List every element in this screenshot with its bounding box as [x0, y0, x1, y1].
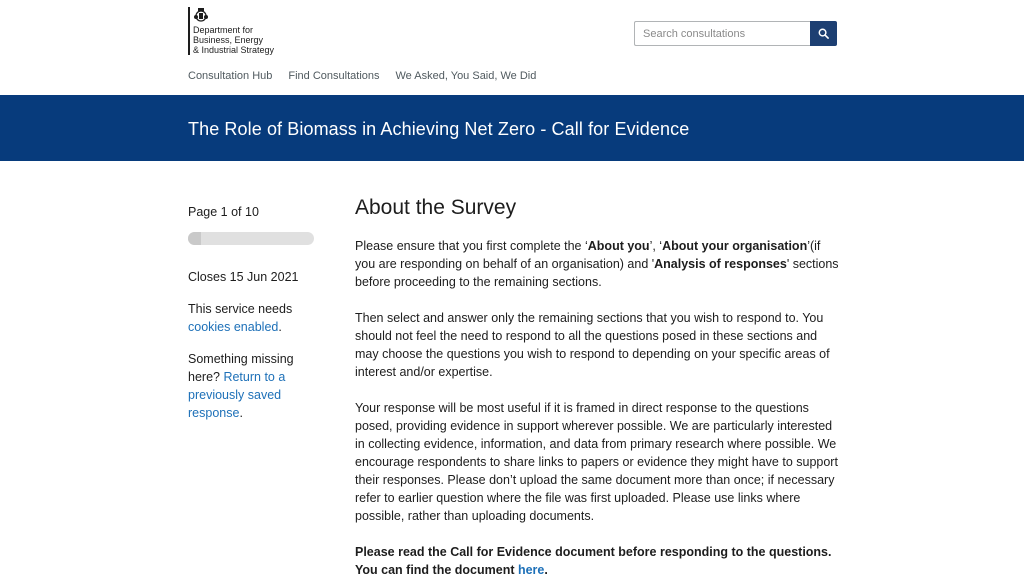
- section-heading: About the Survey: [355, 196, 517, 219]
- cookies-note: [188, 300, 318, 336]
- cookies-period: .: [278, 320, 282, 334]
- nav-we-asked-you-said[interactable]: We Asked, You Said, We Did: [395, 70, 537, 82]
- progress-fill: [188, 232, 201, 245]
- nav-find-consultations[interactable]: Find Consultations: [288, 70, 380, 82]
- page-count: Page 1 of 10: [188, 205, 259, 219]
- progress-bar: [188, 232, 314, 245]
- site-header: [0, 0, 1024, 95]
- missing-note: [188, 350, 318, 422]
- missing-text: Something missing here?: [188, 352, 294, 384]
- main-nav: [188, 70, 536, 82]
- intro-paragraph: Please ensure that you first complete the ‘About you’, ‘About your organisation’(if you are responding on behalf of an organisation) and 'Analysis of responses' sections before proceeding to the remaining sections.: [355, 239, 839, 289]
- nav-consultation-hub[interactable]: Consultation Hub: [188, 70, 273, 82]
- closing-date: Closes 15 Jun 2021: [188, 270, 299, 284]
- bei-logo[interactable]: [188, 7, 274, 55]
- missing-period: .: [239, 406, 243, 420]
- org-name: Department for Business, Energy & Industrial Strategy: [193, 25, 275, 55]
- sections-paragraph: Then select and answer only the remaining sections that you wish to respond to. You should not feel the need to respond to all the questions posed in these sections and may choose the questions you wish to respond to depending on your specific areas of interest and/or expertise.: [355, 311, 830, 379]
- read-document-paragraph: Please read the Call for Evidence document before responding to the questions. You can find the document here.: [355, 545, 832, 577]
- search-bar: [634, 21, 837, 46]
- sidebar: [188, 200, 318, 422]
- page-title: The Role of Biomass in Achieving Net Zero - Call for Evidence: [188, 119, 690, 139]
- search-icon: [818, 28, 829, 39]
- title-banner: [0, 95, 1024, 161]
- evidence-paragraph: Your response will be most useful if it is framed in direct response to the questions posed, providing evidence in support wherever possible. We are particularly interested in collecting evidence, information, and data from primary research where possible. We encourage respondents to share links to papers or evidence they might have to support their responses. Please don’t upload the same document more than once; if necessary refer to earlier question where the file was first uploaded. Please use links where possible, rather than uploading documents.: [355, 401, 838, 523]
- cookies-link[interactable]: cookies enabled: [188, 320, 279, 334]
- document-link[interactable]: here: [517, 563, 545, 577]
- search-input[interactable]: [634, 21, 810, 46]
- logo-divider: [188, 7, 190, 55]
- search-button[interactable]: [810, 21, 837, 46]
- royal-crest-icon: [193, 7, 209, 23]
- main-content: [355, 196, 839, 580]
- cookies-text: This service needs: [188, 302, 293, 316]
- saved-response-link[interactable]: Return to a previously saved response: [188, 370, 286, 420]
